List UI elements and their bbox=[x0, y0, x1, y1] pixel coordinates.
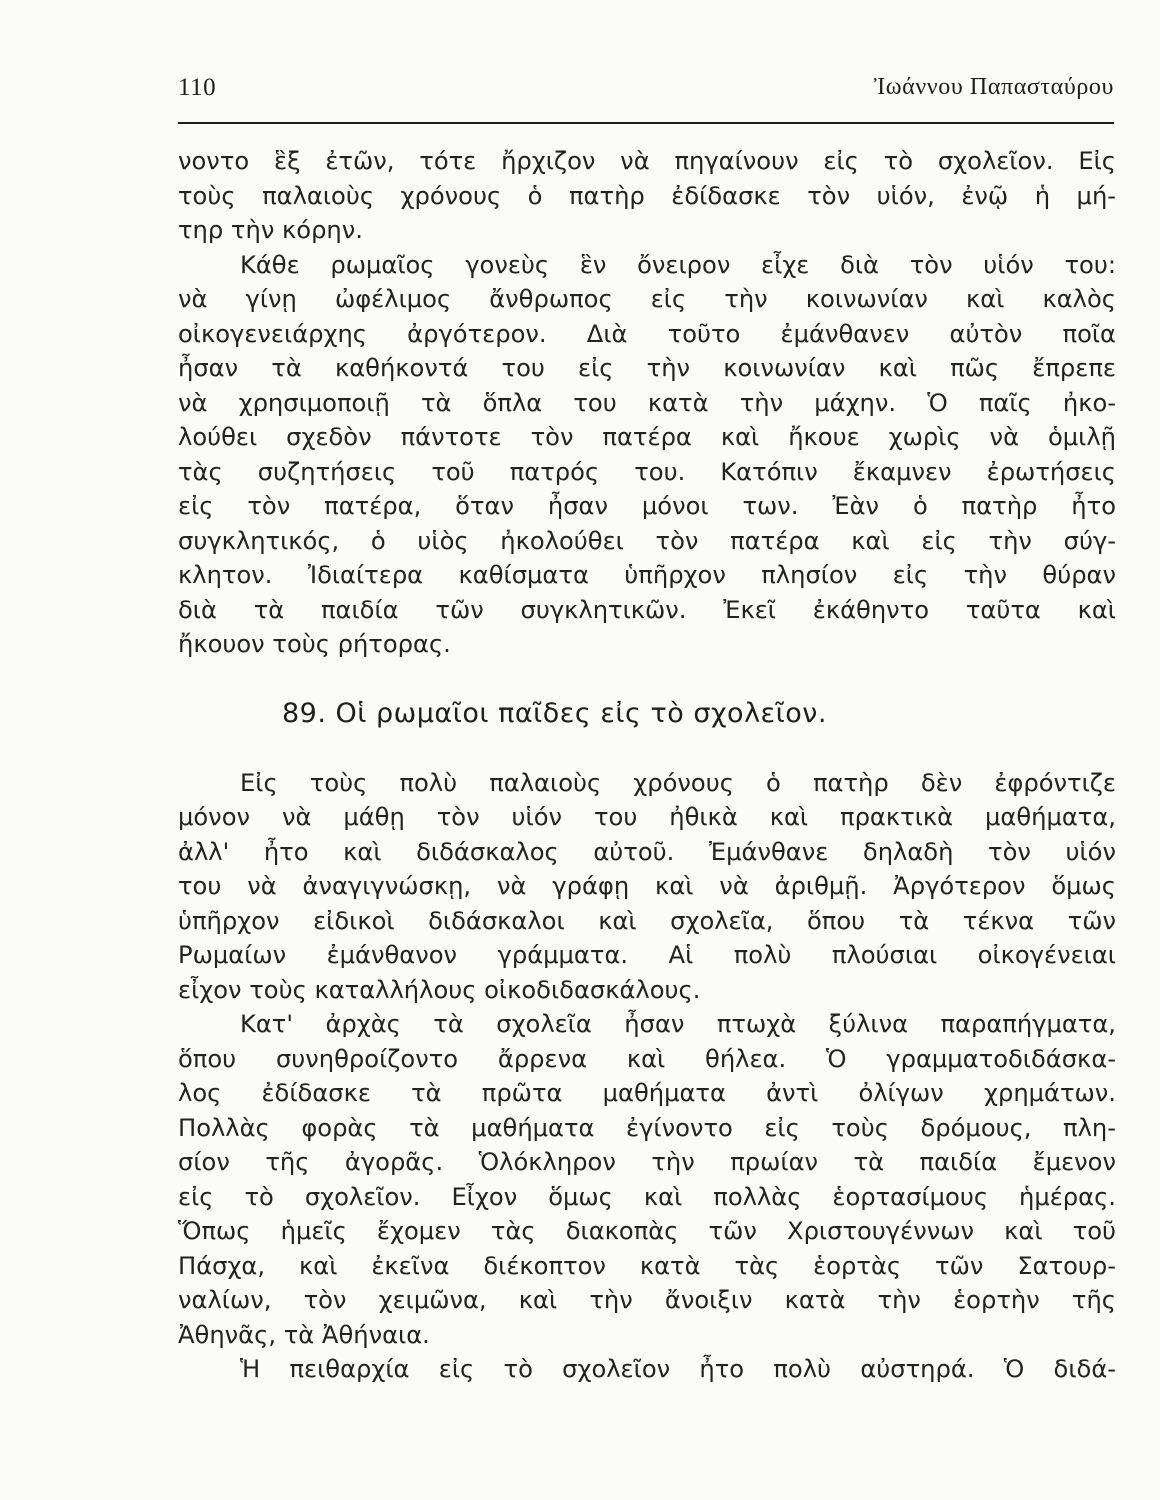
text-line: του νὰ ἀναγιγνώσκῃ, νὰ γράφῃ καὶ νὰ ἀριθμῇ. Ἀργότερον ὅμως bbox=[178, 872, 1116, 900]
text-line: Ρωμαίων ἐμάνθανον γράμματα. Αἱ πολὺ πλούσιαι οἰκογένειαι bbox=[178, 941, 1116, 969]
text-line: εἰς τὸ σχολεῖον. Εἶχον ὅμως καὶ πολλὰς ἑορτασίμους ἡμέρας. bbox=[178, 1182, 1116, 1211]
text-line: διὰ τὰ παιδία τῶν συγκλητικῶν. Ἐκεῖ ἐκάθηντο ταῦτα καὶ bbox=[178, 595, 1116, 624]
text-line: μόνον νὰ μάθῃ τὸν υἱόν του ἠθικὰ καὶ πρακτικὰ μαθήματα, bbox=[178, 803, 1116, 831]
text-line: λούθει σχεδὸν πάντοτε τὸν πατέρα καὶ ἤκουε χωρὶς νὰ ὁμιλῇ bbox=[178, 423, 1116, 451]
paragraph-1 bbox=[178, 144, 1116, 248]
text-line: ὅπου συνηθροίζοντο ἄρρενα καὶ θήλεα. Ὁ γραμματοδιδάσκα- bbox=[178, 1044, 1116, 1073]
text-line: ἀλλ' ἦτο καὶ διδάσκαλος αὐτοῦ. Ἐμάνθανε δηλαδὴ τὸν υἱόν bbox=[178, 837, 1116, 866]
paragraph-4 bbox=[178, 1007, 1116, 1352]
text-line: Πάσχα, καὶ ἐκεῖνα διέκοπτον κατὰ τὰς ἑορτὰς τῶν Σατουρ- bbox=[178, 1251, 1116, 1280]
running-head: Ἰωάννου Παπασταύρου bbox=[873, 74, 1114, 100]
text-line: λος ἐδίδασκε τὰ πρῶτα μαθήματα ἀντὶ ὀλίγων χρημάτων. bbox=[178, 1079, 1116, 1107]
text-line: νοντο ἓξ ἐτῶν, τότε ἤρχιζον νὰ πηγαίνουν εἰς τὸ σχολεῖον. Εἰς bbox=[178, 147, 1116, 175]
text-line: ἦσαν τὰ καθήκοντά του εἰς τὴν κοινωνίαν καὶ πῶς ἔπρεπε bbox=[178, 354, 1116, 382]
text-line: τηρ τὴν κόρην. bbox=[178, 216, 363, 244]
body-text bbox=[178, 144, 1116, 1387]
paragraph-3 bbox=[178, 766, 1116, 1008]
text-line: κλητον. Ἰδιαίτερα καθίσματα ὑπῆρχον πλησίον εἰς τὴν θύραν bbox=[178, 561, 1116, 589]
text-line: εἰς τὸν πατέρα, ὅταν ἦσαν μόνοι των. Ἐὰν ὁ πατὴρ ἦτο bbox=[178, 492, 1116, 520]
text-line: Κάθε ρωμαῖος γονεὺς ἓν ὄνειρον εἶχε διὰ τὸν υἱόν του: bbox=[240, 250, 1116, 279]
text-line: οἰκογενειάρχης ἀργότερον. Διὰ τοῦτο ἐμάνθανεν αὐτὸν ποῖα bbox=[178, 319, 1116, 348]
text-line: Ὅπως ἡμεῖς ἔχομεν τὰς διακοπὰς τῶν Χριστουγέννων καὶ τοῦ bbox=[178, 1217, 1116, 1245]
page-header bbox=[178, 74, 1114, 124]
text-line: Πολλὰς φορὰς τὰ μαθήματα ἐγίνοντο εἰς τοὺς δρόμους, πλη- bbox=[178, 1113, 1116, 1142]
paragraph-2 bbox=[178, 248, 1116, 662]
text-line: νὰ χρησιμοποιῇ τὰ ὅπλα του κατὰ τὴν μάχην. Ὁ παῖς ἠκο- bbox=[178, 388, 1116, 417]
text-line: νὰ γίνῃ ὠφέλιμος ἄνθρωπος εἰς τὴν κοινωνίαν καὶ καλὸς bbox=[178, 285, 1116, 313]
text-line: ναλίων, τὸν χειμῶνα, καὶ τὴν ἄνοιξιν κατὰ τὴν ἑορτὴν τῆς bbox=[178, 1286, 1116, 1314]
text-line: ὑπῆρχον εἰδικοὶ διδάσκαλοι καὶ σχολεῖα, ὅπου τὰ τέκνα τῶν bbox=[178, 906, 1116, 935]
text-line: Ἀθηνᾶς, τὰ Ἀθήναια. bbox=[178, 1320, 430, 1349]
text-line: σίον τῆς ἀγορᾶς. Ὁλόκληρον τὴν πρωίαν τὰ παιδία ἔμενον bbox=[178, 1148, 1116, 1176]
text-line: εἶχον τοὺς καταλλήλους οἰκοδιδασκάλους. bbox=[178, 975, 701, 1004]
text-line: Εἰς τοὺς πολὺ παλαιοὺς χρόνους ὁ πατὴρ δὲν ἐφρόντιζε bbox=[240, 768, 1116, 797]
text-line: τοὺς παλαιοὺς χρόνους ὁ πατὴρ ἐδίδασκε τὸν υἱόν, ἐνῷ ἡ μή- bbox=[178, 181, 1116, 210]
text-line: Ἡ πειθαρχία εἰς τὸ σχολεῖον ἦτο πολὺ αὐστηρά. Ὁ διδά- bbox=[240, 1355, 1116, 1383]
text-line: Κατ' ἀρχὰς τὰ σχολεῖα ἦσαν πτωχὰ ξύλινα παραπήγματα, bbox=[240, 1010, 1116, 1038]
text-line: ἤκουον τοὺς ρήτορας. bbox=[178, 630, 451, 658]
text-line: συγκλητικός, ὁ υἱὸς ἠκολούθει τὸν πατέρα καὶ εἰς τὴν σύγ- bbox=[178, 526, 1116, 555]
paragraph-5 bbox=[178, 1352, 1116, 1387]
section-heading: 89. Οἱ ρωμαῖοι παῖδες εἰς τὸ σχολεῖον. bbox=[282, 697, 827, 729]
page-number: 110 bbox=[178, 74, 217, 101]
text-line: τὰς συζητήσεις τοῦ πατρός του. Κατόπιν ἔκαμνεν ἐρωτήσεις bbox=[178, 457, 1116, 486]
